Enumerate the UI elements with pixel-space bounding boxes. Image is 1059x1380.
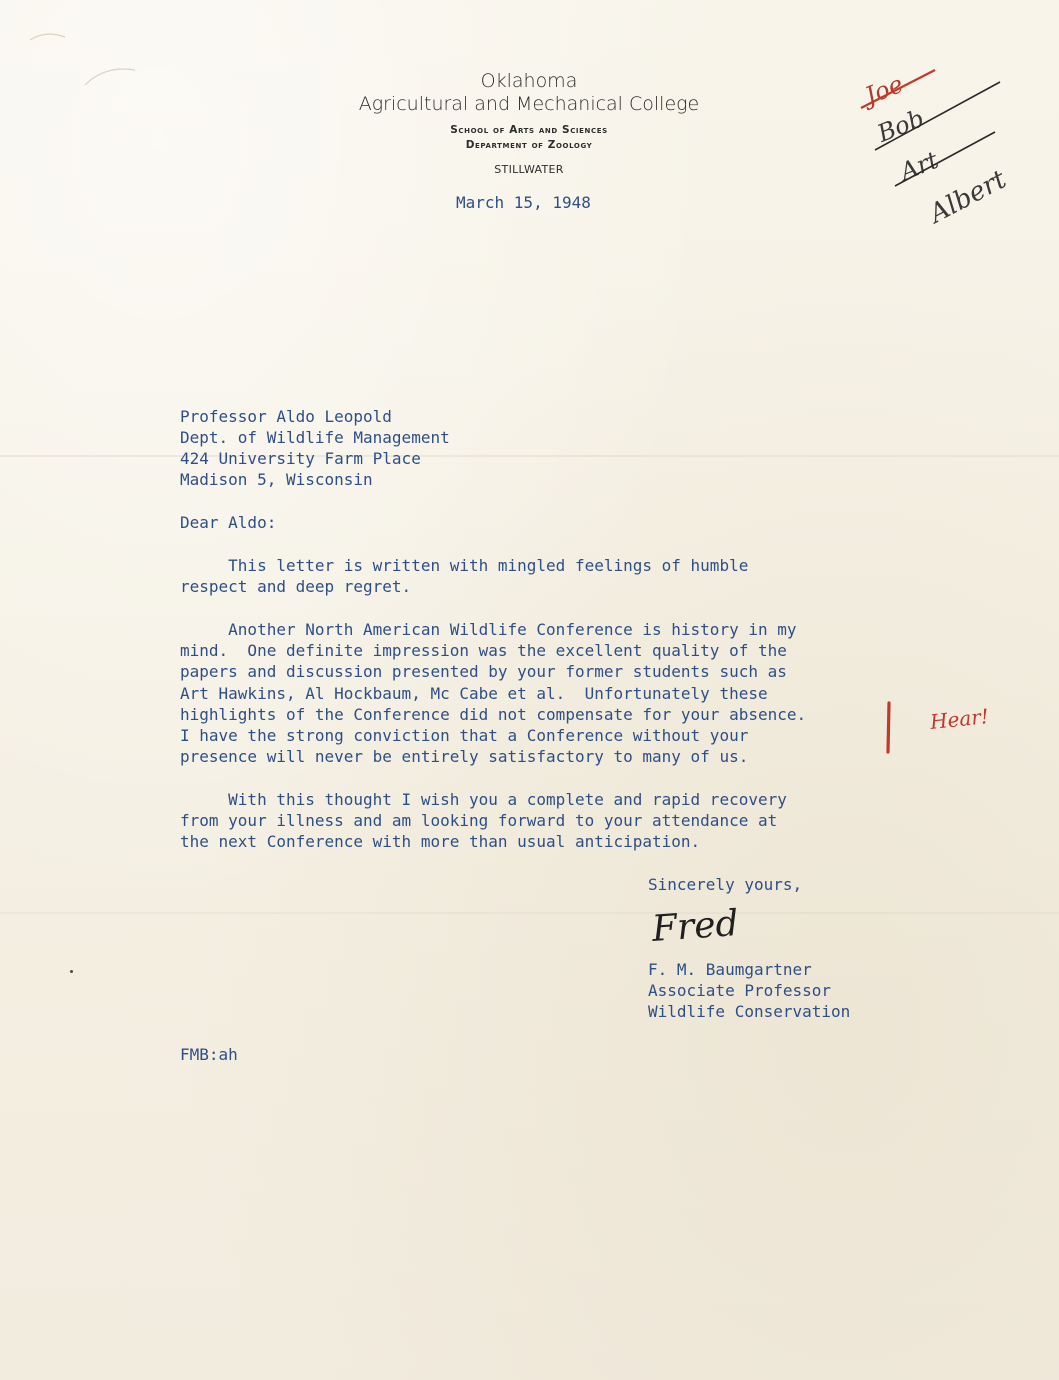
- body-line: the next Conference with more than usual anticipation.: [180, 832, 701, 851]
- letter-date: March 15, 1948: [456, 193, 591, 212]
- routing-name-albert: Albert: [924, 164, 1012, 230]
- body-line: Another North American Wildlife Conference is history in my: [180, 620, 797, 639]
- body-line: With this thought I wish you a complete and rapid recovery: [180, 790, 787, 809]
- body-line: presence will never be entirely satisfactory to many of us.: [180, 747, 749, 766]
- body-line: Art Hawkins, Al Hockbaum, Mc Cabe et al. Unfortunately these: [180, 684, 768, 703]
- margin-note-hear: Hear!: [928, 703, 990, 735]
- recipient-line: Professor Aldo Leopold: [180, 407, 392, 426]
- body-line: I have the strong conviction that a Conference without your: [180, 726, 749, 745]
- signer-department: Wildlife Conservation: [648, 1002, 851, 1021]
- body-line: highlights of the Conference did not compensate for your absence.: [180, 705, 807, 724]
- signature: Fred: [650, 903, 740, 950]
- paper-speck: [70, 970, 73, 973]
- red-margin-bar: [882, 700, 896, 756]
- body-line: papers and discussion presented by your former students such as: [180, 662, 787, 681]
- routing-name-joe: Joe: [861, 69, 908, 111]
- letterhead-department: Department of Zoology: [465, 139, 593, 151]
- signer-name: F. M. Baumgartner: [648, 960, 812, 979]
- recipient-line: 424 University Farm Place: [180, 449, 421, 468]
- letterhead-institution-line2: Agricultural and Mechanical College: [358, 93, 700, 115]
- routing-strikeouts: [855, 60, 1035, 240]
- body-line: from your illness and am looking forward to your attendance at: [180, 811, 778, 830]
- signer-title: Associate Professor: [648, 981, 832, 1000]
- routing-names: [855, 60, 1035, 240]
- paper-crease-horizontal-lower: [0, 912, 1059, 914]
- letterhead-institution-line1: Oklahoma: [480, 70, 578, 92]
- recipient-line: Madison 5, Wisconsin: [180, 470, 373, 489]
- letterhead-school: School of Arts and Sciences: [450, 124, 608, 136]
- reference-initials: FMB:ah: [180, 1045, 238, 1064]
- recipient-line: Dept. of Wildlife Management: [180, 428, 450, 447]
- body-line: respect and deep regret.: [180, 577, 412, 596]
- paper-crease-horizontal: [0, 455, 1059, 457]
- salutation: Dear Aldo:: [180, 513, 277, 532]
- routing-name-art: Art: [896, 145, 943, 187]
- routing-name-bob: Bob: [873, 104, 928, 148]
- letterhead-city: STILLWATER: [494, 163, 564, 176]
- body-line: This letter is written with mingled feelings of humble: [180, 556, 749, 575]
- corner-wear: [25, 25, 145, 85]
- body-line: mind. One definite impression was the excellent quality of the: [180, 641, 787, 660]
- closing: Sincerely yours,: [648, 875, 803, 894]
